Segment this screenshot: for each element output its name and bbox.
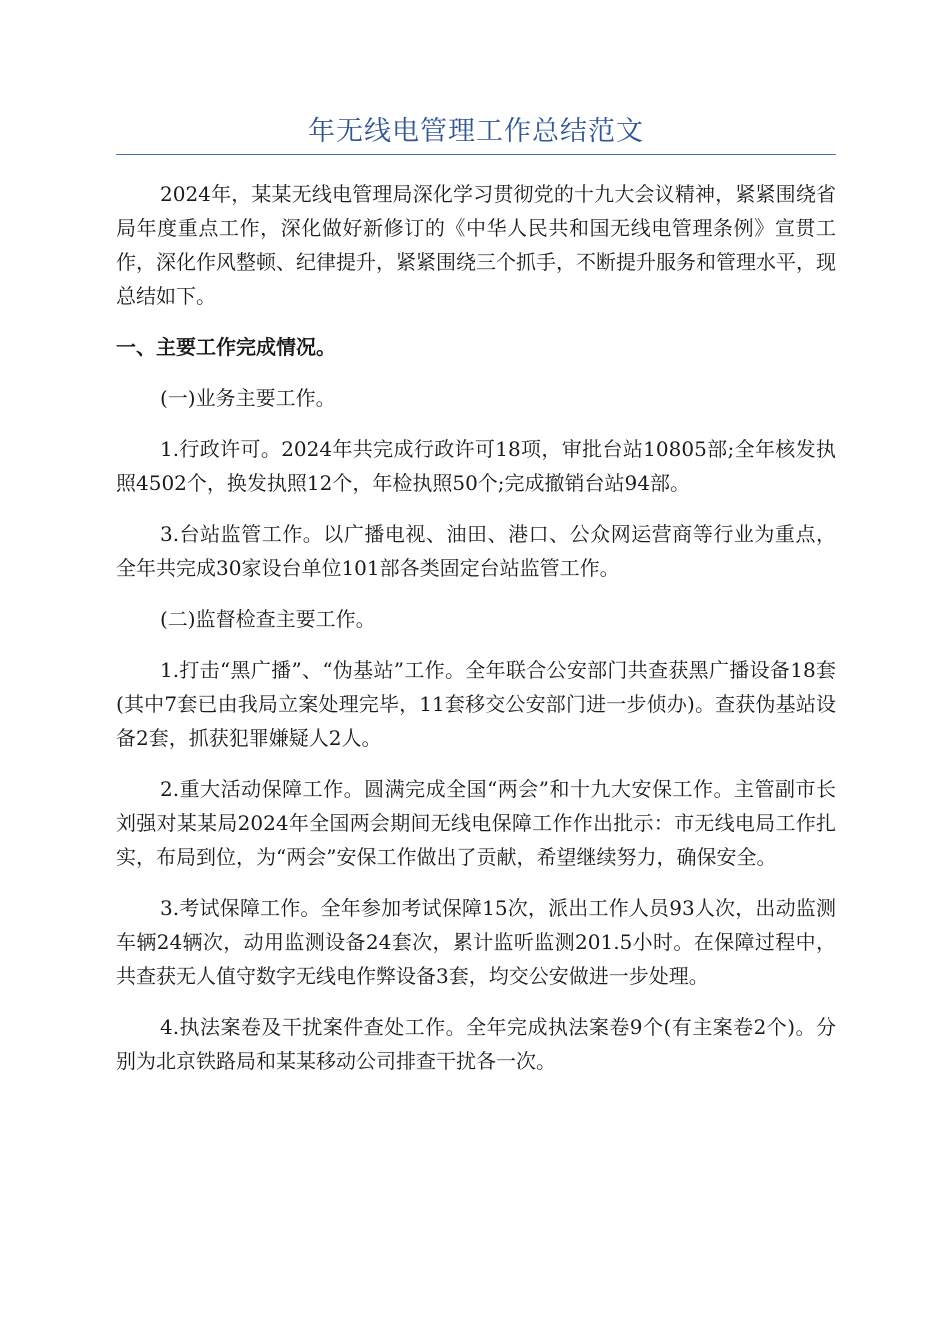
paragraph-major-events: 2.重大活动保障工作。圆满完成全国“两会”和十九大安保工作。主管副市长刘强对某某局2024年全国两会期间无线电保障工作作出批示：市无线电局工作扎实，布局到位，为“两会”安保工作做出了贡献，希望继续努力，确保安全。	[116, 777, 836, 869]
paragraph-exam-support: 3.考试保障工作。全年参加考试保障15次，派出工作人员93人次，出动监测车辆24辆次，动用监测设备24套次，累计监听监测201.5小时。在保障过程中，共查获无人值守数字无线电作弊设备3套，均交公安做进一步处理。	[116, 896, 836, 988]
paragraph-enforcement-cases: 4.执法案卷及干扰案件查处工作。全年完成执法案卷9个(有主案卷2个)。分别为北京铁路局和某某移动公司排查干扰各一次。	[116, 1015, 836, 1073]
subsection-heading-inspection: (二)监督检查主要工作。	[160, 607, 376, 631]
subsection-heading-business: (一)业务主要工作。	[160, 386, 336, 410]
title-underline	[116, 154, 836, 155]
paragraph-illegal-broadcast: 1.打击“黑广播”、“伪基站”工作。全年联合公安部门共查获黑广播设备18套(其中7套已由我局立案处理完毕，11套移交公安部门进一步侦办)。查获伪基站设备2套，抓获犯罪嫌疑人2人。	[116, 658, 836, 750]
paragraph-administrative-license: 1.行政许可。2024年共完成行政许可18项，审批台站10805部;全年核发执照4502个，换发执照12个，年检执照50个;完成撤销台站94部。	[116, 437, 836, 495]
paragraph-station-supervision: 3.台站监管工作。以广播电视、油田、港口、公众网运营商等行业为重点，全年共完成30家设台单位101部各类固定台站监管工作。	[116, 522, 836, 580]
document-title: 年无线电管理工作总结范文	[308, 116, 644, 147]
intro-paragraph: 2024年，某某无线电管理局深化学习贯彻党的十九大会议精神，紧紧围绕省局年度重点工作，深化做好新修订的《中华人民共和国无线电管理条例》宣贯工作，深化作风整顿、纪律提升，紧紧围绕三个抓手，不断提升服务和管理水平，现总结如下。	[116, 182, 836, 308]
section-heading-main-work: 一、主要工作完成情况。	[116, 335, 336, 359]
document-page	[116, 112, 836, 1095]
